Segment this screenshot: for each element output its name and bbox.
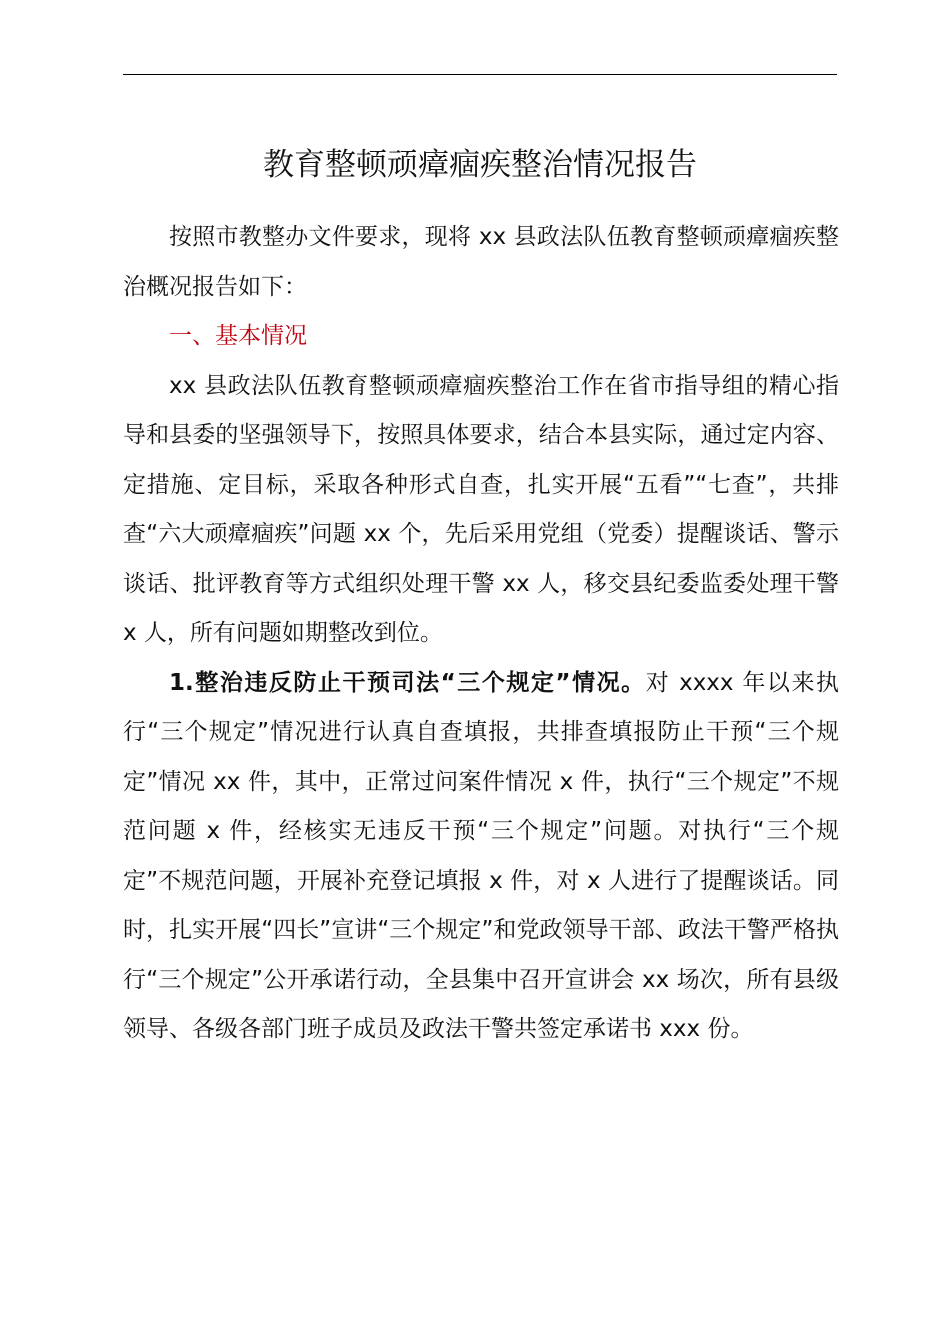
intro-paragraph: 按照市教整办文件要求，现将 xx 县政法队伍教育整顿顽瘴痼疾整治概况报告如下： xyxy=(123,224,839,300)
document-body xyxy=(123,213,839,1055)
header-rule xyxy=(123,74,837,75)
basic-situation-paragraph: xx 县政法队伍教育整顿顽瘴痼疾整治工作在省市指导组的精心指导和县委的坚强领导下，按照具体要求，结合本县实际，通过定内容、定措施、定目标，采取各种形式自查，扎实开展“五看”“七查”，共排查“六大顽瘴痼疾”问题 xx 个，先后采用党组（党委）提醒谈话、警示谈话、批评教育等方式组织处理干警 xx 人，移交县纪委监委处理干警 x 人，所有问题如期整改到位。 xyxy=(123,372,839,646)
item-1-paragraph xyxy=(123,659,839,1055)
item-1-lead: 1.整治违反防止干预司法“三个规定”情况。 xyxy=(169,669,646,696)
item-1-text: 对 xxxx 年以来执行“三个规定”情况进行认真自查填报，共排查填报防止干预“三个规定”情况 xx 件，其中，正常过问案件情况 x 件，执行“三个规定”不规范问题 x 件，经核实无违反干预“三个规定”问题。对执行“三个规定”不规范问题，开展补充登记填报 x 件，对 x 人进行了提醒谈话。同时，扎实开展“四长”宣讲“三个规定”和党政领导干部、政法干警严格执行“三个规定”公开承诺行动，全县集中召开宣讲会 xx 场次，所有县级领导、各级各部门班子成员及政法干警共签定承诺书 xxx 份。 xyxy=(123,669,839,1042)
document-title: 教育整顿顽瘴痼疾整治情况报告 xyxy=(263,147,697,183)
section-heading-basic-situation: 一、基本情况 xyxy=(169,323,307,349)
